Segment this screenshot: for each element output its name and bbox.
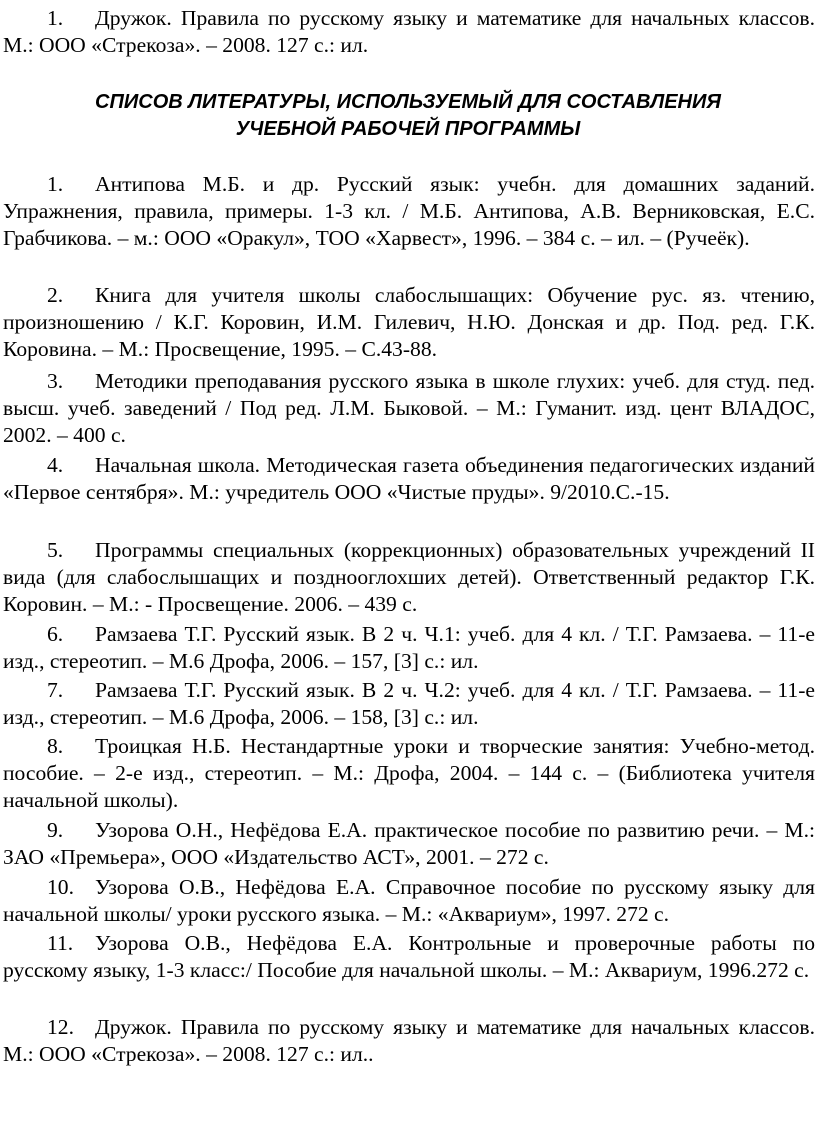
bibliography-entry-12 — [3, 1014, 815, 1068]
entry-text: Узорова О.Н., Нефёдова Е.А. практическое пособие по развитию речи. – М.: ЗАО «Премьера», ООО «Издательство АСТ», 2001. – 272 с. — [3, 818, 815, 869]
entry-number: 9. — [47, 818, 64, 842]
bibliography-entry-5 — [3, 537, 815, 618]
bibliography-entry-10 — [3, 874, 815, 928]
entry-number: 10. — [47, 875, 74, 899]
entry-number: 3. — [47, 369, 64, 393]
entry-number: 1. — [47, 6, 64, 30]
entry-text: Троицкая Н.Б. Нестандартные уроки и творческие занятия: Учебно-метод. пособие. – 2-е изд., стереотип. – М.: Дрофа, 2004. – 144 с. – (Библиотека учителя начальной школы). — [3, 734, 815, 812]
entry-number: 2. — [47, 283, 64, 307]
heading-line-1: СПИСОВ ЛИТЕРАТУРЫ, ИСПОЛЬЗУЕМЫЙ ДЛЯ СОСТАВЛЕНИЯ — [95, 91, 721, 113]
entry-number: 11. — [47, 931, 74, 955]
bibliography-entry-4 — [3, 452, 815, 506]
bibliography-entry-1 — [3, 171, 815, 252]
entry-number: 7. — [47, 678, 64, 702]
entry-text: Дружок. Правила по русскому языку и математике для начальных классов. М.: ООО «Стрекоза». – 2008. 127 с.: ил.. — [3, 1015, 815, 1066]
entry-text: Узорова О.В., Нефёдова Е.А. Контрольные и проверочные работы по русскому языку, 1-3 класс:/ Пособие для начальной школы. – М.: Аквариум, 1996.272 с. — [3, 931, 815, 982]
bibliography-entry-7 — [3, 677, 815, 731]
entry-number: 4. — [47, 453, 64, 477]
bibliography-entry-top — [3, 5, 815, 59]
entry-text: Антипова М.Б. и др. Русский язык: учебн. для домашних заданий. Упражнения, правила, примеры. 1-3 кл. / М.Б. Антипова, А.В. Верниковская, Е.С. Грабчикова. – м.: ООО «Оракул», ТОО «Харвест», 1996. – 384 с. – ил. – (Ручеёк). — [3, 172, 815, 250]
entry-number: 12. — [47, 1015, 74, 1039]
entry-text: Методики преподавания русского языка в школе глухих: учеб. для студ. пед. высш. учеб. заведений / Под ред. Л.М. Быковой. – М.: Гуманит. изд. цент ВЛАДОС, 2002. – 400 с. — [3, 369, 815, 447]
entry-text: Узорова О.В., Нефёдова Е.А. Справочное пособие по русскому языку для начальной школы/ уроки русского языка. – М.: «Аквариум», 1997. 272 с. — [3, 875, 815, 926]
entry-number: 5. — [47, 538, 64, 562]
entry-text: Программы специальных (коррекционных) образовательных учреждений II вида (для слабослышащих и позднооглохших детей). Ответственный редактор Г.К. Коровин. – М.: - Просвещение. 2006. – 439 с. — [3, 538, 815, 616]
bibliography-entry-11 — [3, 930, 815, 984]
entry-number: 8. — [47, 734, 64, 758]
heading-line-2: УЧЕБНОЙ РАБОЧЕЙ ПРОГРАММЫ — [235, 118, 581, 140]
bibliography-entry-6 — [3, 621, 815, 675]
bibliography-entry-3 — [3, 368, 815, 449]
entry-text: Книга для учителя школы слабослышащих: Обучение рус. яз. чтению, произношению / К.Г. Коровин, И.М. Гилевич, Н.Ю. Донская и др. Под. ред. Г.К. Коровина. – М.: Просвещение, 1995. – С.43-88. — [3, 283, 815, 361]
entry-text: Рамзаева Т.Г. Русский язык. В 2 ч. Ч.2: учеб. для 4 кл. / Т.Г. Рамзаева. – 11-е изд., стереотип. – М.6 Дрофа, 2006. – 158, [3] с.: ил. — [3, 678, 815, 729]
entry-number: 6. — [47, 622, 64, 646]
bibliography-entry-9 — [3, 817, 815, 871]
bibliography-entry-2 — [3, 282, 815, 363]
entry-text: Начальная школа. Методическая газета объединения педагогических изданий «Первое сентября». М.: учредитель ООО «Чистые пруды». 9/2010.С.-15. — [3, 453, 815, 504]
entry-text: Рамзаева Т.Г. Русский язык. В 2 ч. Ч.1: учеб. для 4 кл. / Т.Г. Рамзаева. – 11-е изд., стереотип. – М.6 Дрофа, 2006. – 157, [3] с.: ил. — [3, 622, 815, 673]
entry-text: Дружок. Правила по русскому языку и математике для начальных классов. М.: ООО «Стрекоза». – 2008. 127 с.: ил. — [3, 6, 815, 57]
section-heading — [0, 89, 816, 143]
bibliography-entry-8 — [3, 733, 815, 814]
entry-number: 1. — [47, 172, 64, 196]
